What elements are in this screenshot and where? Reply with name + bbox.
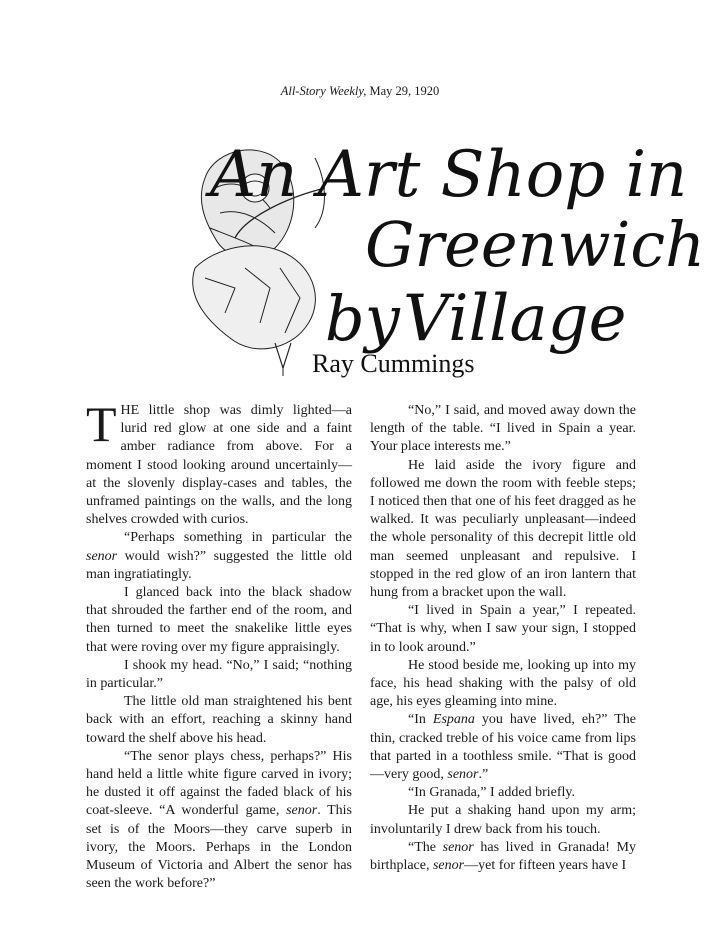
paragraph: He stood beside me, looking up into my face, his head shaking with the palsy of old age, his eyes gleaming into mine.	[370, 657, 636, 710]
paragraph: THE little shop was dimly lighted—a lurid red glow at one side and a faint amber radiance from above. For a moment I stood looking around uncertainly—at the slovenly display-cases and tables, the unframed paintings on the walls, and the long shelves crowded with curios.	[86, 396, 352, 528]
drop-cap: T	[86, 396, 117, 452]
paragraph: I shook my head. “No,” I said; “nothing in particular.”	[86, 657, 352, 692]
paragraph: I glanced back into the black shadow that shrouded the farther end of the room, and then turned to meet the snakelike little eyes that were roving over my figure appraisingly.	[86, 585, 352, 655]
author-name: Ray Cummings	[312, 349, 475, 378]
paragraph: “In Granada,” I added briefly.	[408, 785, 576, 801]
paragraph: “In Espana you have lived, eh?” The thin, cracked treble of his voice came from lips that parted in a toothless smile. “That is good—very good, senor.”	[370, 712, 636, 783]
paragraph: He laid aside the ivory figure and followed me down the room with feeble steps; I noticed then that one of his feet dragged as he walked. It was peculiarly unpleasant—indeed the whole personality of this decrepit little old man seemed unpleasant and repulsive. I stopped in the red glow of an iron lantern that hung from a bracket upon the wall.	[370, 457, 636, 601]
title-line-1: An Art Shop in	[210, 138, 688, 212]
paragraph: “I lived in Spain a year,” I repeated. “That is why, when I saw your sign, I stopped in to look around.”	[370, 603, 636, 655]
byline-by: by	[325, 282, 400, 355]
publication-date: May 29, 1920	[369, 84, 440, 98]
paragraph: “Perhaps something in particular the senor would wish?” suggested the little old man ingratiatingly.	[86, 530, 352, 582]
running-header	[0, 84, 720, 99]
text-column-left	[86, 396, 352, 893]
paragraph: “No,” I said, and moved away down the length of the table. “I lived in Spain a year. Your place interests me.”	[370, 403, 636, 455]
title-line-3: Village	[403, 282, 627, 356]
text-column-right	[370, 402, 636, 875]
title-line-2: Greenwich	[365, 208, 706, 281]
paragraph: The little old man straightened his bent back with an effort, reaching a skinny hand toward the shelf above his head.	[86, 694, 352, 746]
title-illustration	[175, 118, 706, 380]
paragraph: He put a shaking hand upon my arm; involuntarily I drew back from his touch.	[370, 803, 636, 837]
paragraph: “The senor has lived in Granada! My birthplace, senor—yet for fifteen years have I	[370, 839, 636, 874]
paragraph: “The senor plays chess, perhaps?” His hand held a little white figure carved in ivory; he dusted it off against the faded black of his coat-sleeve. “A wonderful game, senor. This set is of the Moors—they carve superb in ivory, the Moors. Perhaps in the London Museum of Victoria and Albert the senor has seen the work before?”	[86, 748, 352, 892]
publication-name: All-Story Weekly,	[280, 84, 367, 98]
